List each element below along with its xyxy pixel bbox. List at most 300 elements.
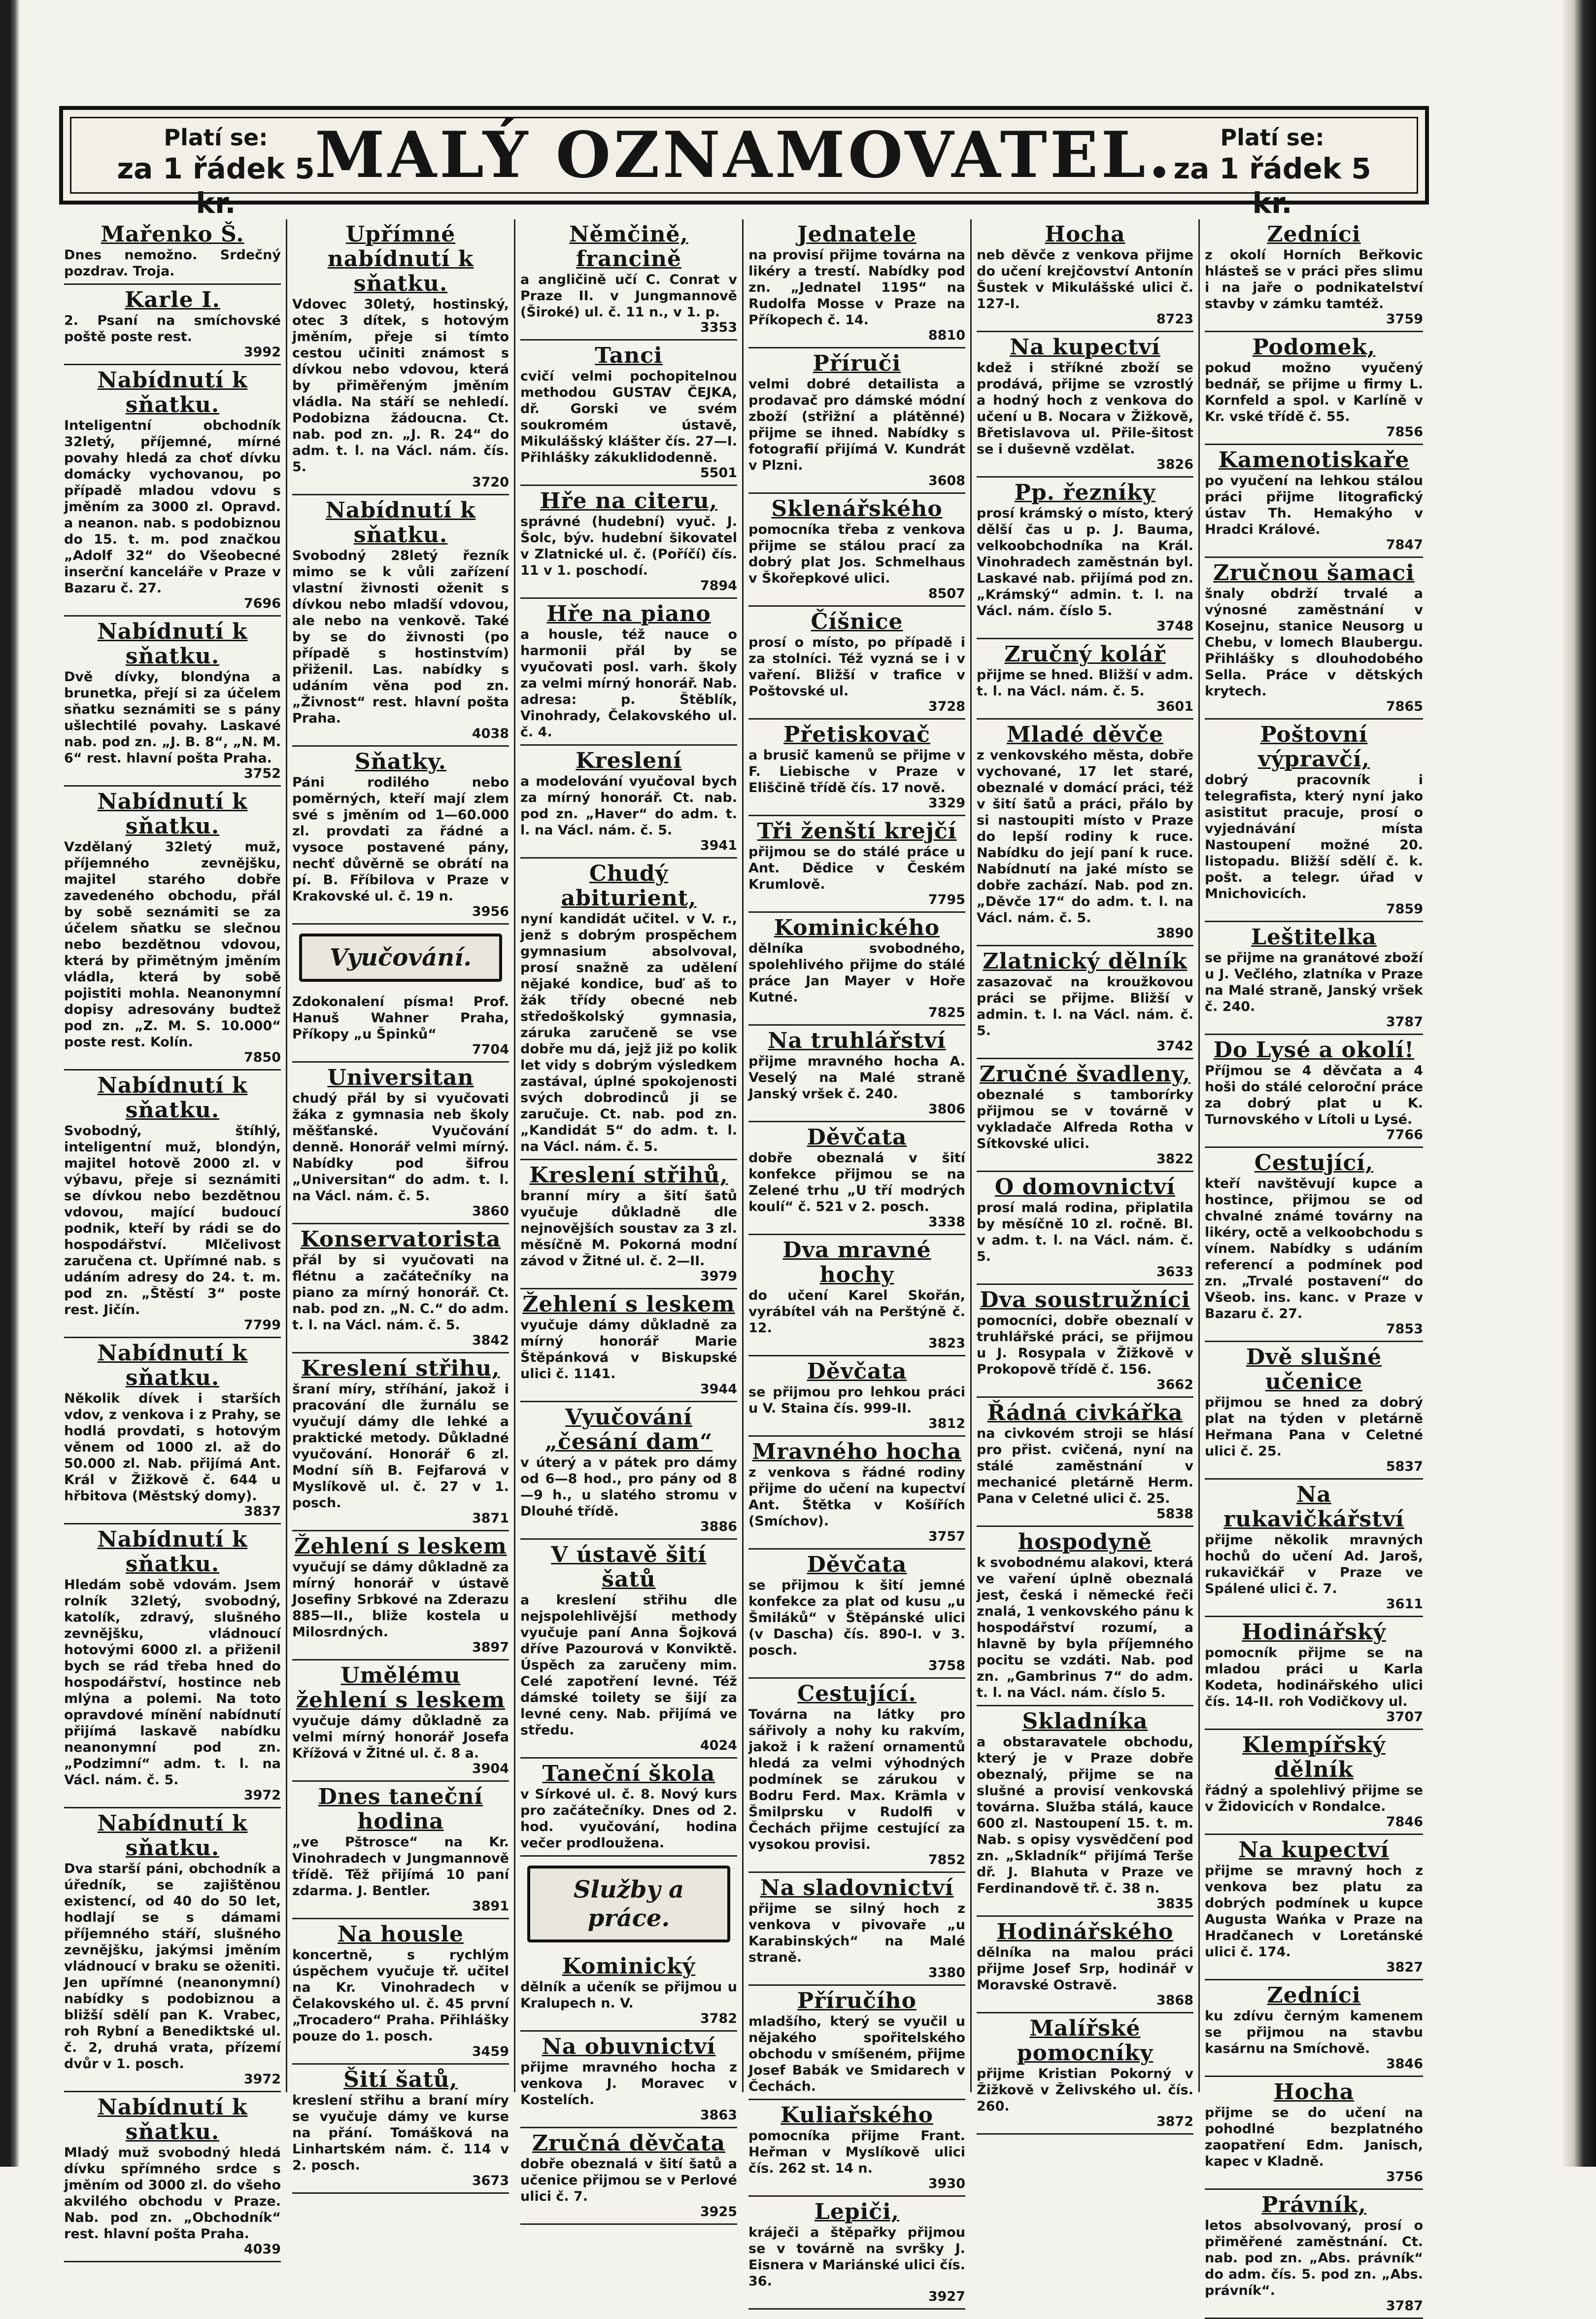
ad-heading: Malířské pomocníky bbox=[1017, 2016, 1154, 2066]
ad-number: 3835 bbox=[1156, 1896, 1193, 1911]
ad-heading: Nabídnutí k sňatku. bbox=[97, 1073, 248, 1123]
ad-number: 4039 bbox=[243, 2242, 281, 2257]
ad-text: a angličině učí C. Conrat v Praze II. v Jungmannově (Široké) ul. č. 11 n., v 1. p. bbox=[520, 272, 737, 320]
ad-number: 3891 bbox=[472, 1899, 509, 1914]
classified-ad bbox=[520, 1951, 737, 2032]
ad-heading: Zručnou šamaci bbox=[1213, 560, 1415, 586]
ad-text: Dnes nemožno. Srdečný pozdrav. Troja. bbox=[64, 247, 281, 279]
ad-text: letos absolvovaný, prosí o přiměřené zaměstnání. Ct. nab. pod zn. „Abs. právník“ do adm. čís. 5. pod zn. „Abs. právník“. bbox=[1205, 2218, 1423, 2298]
ad-number: 3756 bbox=[1386, 2169, 1423, 2184]
ad-heading: Děvčata bbox=[807, 1359, 907, 1384]
ad-text: Mladý muž svobodný hledá dívku spřímného srdce s jměním od 3000 zl. do všeho akvilého obchodu v Praze. Nab. pod zn. „Obchodník“ rest. hlavní pošta Praha. bbox=[64, 2145, 281, 2242]
ad-number: 3846 bbox=[1386, 2056, 1423, 2072]
classified-ad bbox=[977, 332, 1193, 478]
ad-number: 5837 bbox=[1386, 1459, 1423, 1474]
ad-number: 3979 bbox=[700, 1269, 737, 1284]
ad-heading: Na obuvnictví bbox=[542, 2034, 716, 2059]
classified-ad bbox=[977, 2013, 1193, 2135]
ad-text: pomocníka třeba z venkova přijme se stálou prací za dobrý plat Jos. Schmelhaus v Škořepkové ulici. bbox=[748, 522, 965, 586]
classified-ad bbox=[977, 1527, 1193, 1706]
ad-heading: Kominický bbox=[562, 1954, 696, 1979]
ad-number: 8810 bbox=[928, 328, 965, 343]
classified-ad bbox=[748, 494, 965, 607]
ad-heading: Na kupectví bbox=[1238, 1837, 1390, 1863]
ad-text: přijme několik mravných hochů do učení Ad. Jaroš, rukavičkář v Praze ve Spálené ulici č. 7. bbox=[1205, 1532, 1423, 1596]
classified-ad bbox=[748, 1873, 965, 1986]
ad-heading: Hocha bbox=[1045, 222, 1125, 247]
section-heading: Služby a práce. bbox=[527, 1866, 730, 1942]
ad-number: 3886 bbox=[700, 1519, 737, 1534]
ad-number: 3956 bbox=[472, 904, 509, 919]
ad-text: Dvě dívky, blondýna a brunetka, přejí si za účelem sňatku seznámiti se s pány ušlechtilé povahy. Laskavé nab. pod zn. „J. B. 8“, „N. M. 6“ rest. hlavní pošta Praha. bbox=[64, 669, 281, 766]
ad-number: 3707 bbox=[1386, 1709, 1423, 1725]
classified-ad bbox=[748, 1679, 965, 1873]
ad-number: 3748 bbox=[1156, 619, 1193, 634]
ad-text: dělníka svobodného, spolehlivého přijme do stálé práce Jan Mayer v Hoře Kutné. bbox=[748, 941, 965, 1005]
ad-heading: Universitan bbox=[327, 1065, 474, 1090]
ad-number: 3759 bbox=[1386, 312, 1423, 327]
ad-number: 3673 bbox=[472, 2173, 509, 2188]
ad-number: 3611 bbox=[1386, 1596, 1423, 1612]
price-note-right-line2: za 1 řádek 5 kr. bbox=[1173, 152, 1371, 220]
ad-number: 3927 bbox=[928, 2289, 965, 2304]
ad-heading: Němčině, francině bbox=[569, 222, 688, 272]
ad-heading: Dvě slušné učenice bbox=[1246, 1345, 1382, 1394]
ad-number: 7853 bbox=[1386, 1321, 1423, 1337]
classified-ad bbox=[64, 787, 281, 1071]
ad-text: obeznalé s tamborírky přijmou se v továrně v vykladače Alfreda Rotha v Sítkovské ulici. bbox=[977, 1087, 1193, 1151]
ad-number: 3992 bbox=[243, 345, 281, 360]
ad-heading: Kreslení střihu, bbox=[301, 1356, 500, 1381]
ad-text: dělníka na malou práci přijme Josef Srp, hodinář v Moravské Ostravě. bbox=[977, 1945, 1193, 1993]
ad-heading: Cestující. bbox=[797, 1681, 917, 1706]
ad-number: 7894 bbox=[700, 578, 737, 593]
ad-text: a kreslení střihu dle nejspolehlivější methody vyučuje paní Anna Šojková dříve Pazourová v Konviktě. Úspěch za zaručeny mim. Celé zapotření levné. Též dámské toilety se šijí za levné ceny. Nab. přijímá ve středu. bbox=[520, 1592, 737, 1738]
ad-number: 3752 bbox=[243, 766, 281, 781]
classified-ad bbox=[520, 1160, 737, 1289]
ad-text: velmi dobré detailista a prodavač pro dámské módní zboží (střižní a plátěnné) přijme se ihned. Nabídky s fotografií přijímá V. Kundrát v Plzni. bbox=[748, 377, 965, 473]
classified-ad bbox=[292, 219, 509, 495]
ad-text: Příjmou se 4 děvčata a 4 hoši do stálé celoroční práce za dobrý plat u K. Turnovského v Lítoli u Lysé. bbox=[1205, 1063, 1423, 1127]
classified-ad bbox=[64, 2092, 281, 2262]
classified-ad bbox=[977, 1917, 1193, 2013]
ad-number: 3329 bbox=[928, 796, 965, 811]
ad-number: 3897 bbox=[472, 1640, 509, 1655]
classified-ad bbox=[748, 607, 965, 720]
ad-heading: Jednatele bbox=[797, 222, 917, 247]
price-note-right-line1: Platí se: bbox=[1220, 124, 1324, 151]
ad-number: 7846 bbox=[1386, 1814, 1423, 1830]
ad-text: v úterý a v pátek pro dámy od 6—8 hod., pro pány od 8—9 h., u slatého stromu v Dlouhé třídě. bbox=[520, 1455, 737, 1519]
ad-heading: Klempířský dělník bbox=[1242, 1732, 1386, 1782]
ad-heading: Sklenářského bbox=[771, 496, 943, 521]
ad-heading: Skladníka bbox=[1022, 1709, 1148, 1734]
ad-text: prosí o místo, po případě i za stolníci. Též vyzná se i v vaření. Bližší v trafice v Poštovské ul. bbox=[748, 635, 965, 699]
ad-number: 3601 bbox=[1156, 699, 1193, 714]
ad-number: 7859 bbox=[1386, 901, 1423, 917]
classified-ad bbox=[292, 991, 509, 1063]
classified-ad bbox=[64, 1338, 281, 1524]
section-heading: Vyučování. bbox=[299, 934, 502, 982]
ad-text: Vdovec 30letý, hostinský, otec 3 dítek, s hotovým jměním, přeje si tímto cestou učiniti známost s dívkou nebo vdovou, která by přiměřeným jměním vládla. Na stáří se nehledí. Podobizna žádoucna. Ct. nab. pod zn. „J. R. 24“ do adm. t. l. na Václ. nám. čís. 5. bbox=[292, 297, 509, 475]
classified-ad bbox=[748, 1235, 965, 1356]
ad-text: dobře obeznalá v šití konfekce přijmou se na Zelené trhu „U tří modrých koulí“ č. 521 v 2. posch. bbox=[748, 1150, 965, 1214]
classified-ad bbox=[520, 1402, 737, 1540]
ad-text: přijme se do učení na pohodlné bezplatného zaopatření Edm. Janisch, kapec v Kladně. bbox=[1205, 2105, 1423, 2169]
ad-number: 3662 bbox=[1156, 1377, 1193, 1392]
ad-text: přijme mravného hocha z venkova J. Moravec v Kostelích. bbox=[520, 2060, 737, 2108]
ad-number: 3842 bbox=[472, 1333, 509, 1348]
ad-number: 3608 bbox=[928, 473, 965, 488]
ad-heading: Mladé děvče bbox=[1006, 722, 1164, 747]
ad-heading: Nabídnutí k sňatku. bbox=[97, 2095, 248, 2145]
classified-ad bbox=[748, 2100, 965, 2197]
classified-ad bbox=[1205, 332, 1423, 445]
ad-heading: Hodinářského bbox=[996, 1919, 1174, 1944]
ad-heading: Leštitelka bbox=[1251, 925, 1377, 950]
classified-ad bbox=[748, 1986, 965, 2100]
ad-text: z okolí Horních Beřkovic hlásteš se v práci přes slimu i na jaře o podnikatelství stavby v zámku tamtéž. bbox=[1205, 247, 1423, 312]
ad-number: 7856 bbox=[1386, 424, 1423, 440]
classified-ad bbox=[64, 1524, 281, 1808]
ad-heading: Podomek, bbox=[1252, 335, 1376, 360]
classified-ad bbox=[1205, 445, 1423, 558]
column-6 bbox=[1200, 219, 1428, 2314]
ad-heading: Nabídnutí k sňatku. bbox=[97, 1341, 248, 1390]
ad-text: přijme se silný hoch z venkova v pivovaře „u Karabinských“ na Malé straně. bbox=[748, 1901, 965, 1965]
ad-heading: Umělému žehlení s leskem bbox=[296, 1663, 506, 1713]
classified-ad bbox=[1205, 1835, 1423, 1980]
ad-number: 3890 bbox=[1156, 926, 1193, 941]
ad-heading: Kamenotiskaře bbox=[1218, 448, 1410, 473]
ad-number: 7850 bbox=[243, 1050, 281, 1065]
classified-ad bbox=[748, 913, 965, 1026]
ad-text: dobrý pracovník i telegrafista, který nyní jako asistitut pracuje, prosí o vyjednávání místa Nastoupení možné 20. listopadu. Bližší sdělí č. k. pošt. a telegr. úřad v Mnichovicích. bbox=[1205, 772, 1423, 901]
ad-text: Zdokonalení písma! Prof. Hanuš Wahner Praha, Příkopy „u Špinků“ bbox=[292, 994, 509, 1042]
ad-number: 3871 bbox=[472, 1511, 509, 1526]
ad-number: 3633 bbox=[1156, 1264, 1193, 1280]
ad-text: dělník a učeník se přijmou u Kralupech n. V. bbox=[520, 1979, 737, 2011]
ad-heading: Mařenko Š. bbox=[101, 222, 244, 247]
ad-text: Svobodný 28letý řezník mimo se k vůli zařízení vlastní živnosti oženit s dívkou nebo mladší vdovou, ale nebo na venkově. Také by se do živnosti (po případě s hostinstvím) přiženil. Las. nabídky s udáním věna pod zn. „Živnost“ rest. hlavní pošta Praha. bbox=[292, 548, 509, 726]
ad-number: 3742 bbox=[1156, 1038, 1193, 1054]
ad-text: na provisí přijme továrna na likéry a trestí. Nabídky pod zn. „Jednatel 1195“ na Rudolfa Mosse v Praze na Příkopech č. 14. bbox=[748, 247, 965, 328]
ad-heading: Kreslení střihů, bbox=[529, 1163, 728, 1188]
ad-heading: Číšnice bbox=[811, 609, 903, 634]
ad-text: pomocníci, dobře obeznalí v truhlářské práci, se přijmou u J. Rosypala v Žižkově v Prokopově třídě č. 156. bbox=[977, 1313, 1193, 1377]
ad-heading: Hře na piano bbox=[546, 601, 711, 626]
masthead bbox=[59, 106, 1429, 220]
ad-text: přijmou se hned za dobrý plat na týden v pletárně Heřmana Pana v Celetné ulici č. 25. bbox=[1205, 1395, 1423, 1459]
ad-number: 3941 bbox=[700, 838, 737, 853]
classified-ad bbox=[1205, 2077, 1423, 2190]
ad-text: kdež i stříkné zboží se prodává, přijme se vzrostlý a hodný hoch z venkova do učení u B. Nocara v Žižkově, Břetislavova ul. Přile-šitost se i duševně vzdělat. bbox=[977, 360, 1193, 457]
classified-ad bbox=[520, 2032, 737, 2128]
ad-heading: Na housle bbox=[338, 1922, 464, 1947]
ad-heading: Právník, bbox=[1261, 2192, 1366, 2217]
ad-number: 3353 bbox=[700, 320, 737, 335]
classified-ad bbox=[520, 1759, 737, 1857]
ad-text: ku zdívu černým kamenem se přijmou na stavbu kasárnu na Smíchově. bbox=[1205, 2008, 1423, 2056]
classified-ad bbox=[748, 720, 965, 816]
ad-heading: Zedníci bbox=[1267, 1983, 1361, 2008]
classified-ad bbox=[292, 1782, 509, 1919]
ad-number: 7847 bbox=[1386, 537, 1423, 553]
ad-number: 3720 bbox=[472, 475, 509, 490]
classified-ad bbox=[292, 1353, 509, 1531]
ad-number: 7852 bbox=[928, 1852, 965, 1868]
ad-text: Svobodný, štíhlý, inteligentní muž, blondýn, majitel hotově 2000 zl. v výbavu, přeje si seznámiti se dívkou nebo bezdětnou vdovou, mající budoucí podnik, kteří by rádi se do hospodářství. Mlčelivost zaručena ct. Upřímné nab. s udáním adresy do 24. t. m. pod zn. „Štěstí 3“ poste rest. Jičín. bbox=[64, 1123, 281, 1317]
classified-ad bbox=[292, 495, 509, 747]
ad-heading: Příruči bbox=[813, 351, 901, 376]
ad-text: Dva starší páni, obchodník a úředník, se zajištěnou existencí, od 40 do 50 let, hodlají se s dámami příjemného stáří, slušného zevnějšku, jakýmsi jměním vládnoucí v braku se oženiti. Jen upřímné (neanonymní) nabídky s podobiznou a bližší sdělí pan K. Vrabec, roh Rybní a Benediktské ul. č. 2, druhá vrata, přízemí dvůr v 1. posch. bbox=[64, 1861, 281, 2072]
ad-heading: Nabídnutí k sňatku. bbox=[97, 368, 248, 417]
ad-number: 3872 bbox=[1156, 2114, 1193, 2129]
ad-text: „ve Pštrosce“ na Kr. Vinohradech v Jungmannově třídě. Těž přijímá 10 paní zdarma. J. Bentler. bbox=[292, 1834, 509, 1899]
classified-ad bbox=[1205, 1148, 1423, 1342]
ad-heading: Žehlení s leskem bbox=[294, 1534, 507, 1559]
ad-number: 3787 bbox=[1386, 2298, 1423, 2314]
page-left-edge bbox=[0, 0, 20, 2167]
ad-text: Páni rodilého nebo poměrných, kteří mají zlem své s jměním od 1—60.000 zl. provdati za řádné a vysoce postavené pány, nechť důvěrně se obrátí na pí. B. Fříbilova v Praze v Krakovské ul. č. 19 n. bbox=[292, 775, 509, 904]
ad-heading: Mravného hocha bbox=[752, 1439, 962, 1464]
classified-ad bbox=[292, 1063, 509, 1224]
ad-heading: Hocha bbox=[1273, 2079, 1355, 2105]
ad-number: 3868 bbox=[1156, 1993, 1193, 2008]
classified-ad bbox=[292, 747, 509, 925]
ad-text: se přijme na granátové zboží u J. Večlého, zlatníka v Praze na Malé straně, Janský vršek č. 240. bbox=[1205, 950, 1423, 1014]
classified-ad bbox=[292, 1919, 509, 2065]
ad-heading: Zedníci bbox=[1267, 222, 1361, 247]
classified-ad bbox=[520, 599, 737, 746]
classified-ad bbox=[748, 1122, 965, 1235]
ad-number: 7704 bbox=[472, 1042, 509, 1057]
ad-text: na civkovém stroji se hlásí pro přist. cvičená, nyní na stálé zaměstnání v mechanicé pletárně Herm. Pana v Celetné ulici č. 25. bbox=[977, 1426, 1193, 1506]
ad-heading: Na kupectví bbox=[1010, 335, 1160, 360]
ad-number: 8723 bbox=[1156, 312, 1193, 327]
classified-ad bbox=[1205, 1035, 1423, 1148]
ad-text: a brusič kamenů se přijme v F. Liebische v Praze v Eliščině třídě čís. 17 nově. bbox=[748, 748, 965, 796]
ad-text: v Sírkové ul. č. 8. Nový kurs pro začátečníky. Dnes od 2. hod. vyučování, hodina večer prodloužena. bbox=[520, 1787, 737, 1851]
ad-number: 3782 bbox=[700, 2011, 737, 2026]
page-title: MALÝ OZNAMOVATEL. bbox=[315, 118, 1173, 192]
ad-text: a housle, též nauce o harmonii přál by se vyučovati posl. varh. školy za velmi mírný honorář. Nab. adresa: p. Štěblík, Vinohrady, Čelakovského ul. č. 4. bbox=[520, 627, 737, 740]
ad-number: 3863 bbox=[700, 2108, 737, 2123]
classified-ad bbox=[977, 1172, 1193, 1285]
ad-number: 3459 bbox=[472, 2044, 509, 2059]
ad-text: pomocník přijme se na mladou práci u Karla Kodeta, hodinářského ulici čís. 14-II. roh Vodičkovy ul. bbox=[1205, 1645, 1423, 1709]
ad-number: 3758 bbox=[928, 1658, 965, 1673]
ad-number: 3757 bbox=[928, 1529, 965, 1544]
ad-text: vyučuje dámy důkladně za mírný honorář Marie Štěpánková v Biskupské ulici č. 1141. bbox=[520, 1317, 737, 1382]
price-note-left-line1: Platí se: bbox=[164, 124, 268, 151]
classified-ad bbox=[1205, 219, 1423, 332]
ad-number: 7865 bbox=[1386, 699, 1423, 714]
ad-text: branní míry a šití šatů vyučuje důkladně dle nejnovějších soustav za 3 zl. měsíčně M. Pokorná modní závod v Žitné ul. č. 2—II. bbox=[520, 1188, 737, 1269]
ad-heading: Na truhlářství bbox=[768, 1028, 946, 1053]
ad-number: 3904 bbox=[472, 1761, 509, 1776]
classified-ad bbox=[977, 946, 1193, 1059]
ad-heading: Dva soustružníci bbox=[980, 1287, 1190, 1313]
classified-ad bbox=[1205, 1342, 1423, 1480]
classified-ad bbox=[748, 1356, 965, 1437]
ad-heading: Kreslení bbox=[576, 748, 682, 773]
classified-ad bbox=[977, 219, 1193, 332]
classified-ad bbox=[520, 859, 737, 1160]
classified-ad bbox=[748, 1550, 965, 1679]
ad-text: z venkovského města, dobře vychované, 17 let staré, obeznalé v domácí práci, též v šití šatů a práci, přálo by si nastoupiti místo v Praze do lepší rodiny k ruce. Nabídku do její paní k ruce. Nabídnutí na jaké místo se dobře zachází. Nab. pod zn. „Děvče 17“ do adm. t. l. na Václ. nám. č. 5. bbox=[977, 748, 1193, 926]
ad-heading: Do Lysé a okolí! bbox=[1213, 1038, 1415, 1063]
ad-heading: Lepiči, bbox=[814, 2199, 900, 2224]
ad-heading: Karle I. bbox=[125, 287, 220, 312]
ad-number: 4038 bbox=[472, 726, 509, 741]
ad-text: Několik dívek i starších vdov, z venkova i z Prahy, se hodlá provdati, s hotovým věnem od 1000 zl. až do 50.000 zl. Nab. přijímá Ant. Král v Žižkově č. 644 u hřbitova (Městský domy). bbox=[64, 1391, 281, 1504]
ad-heading: Dva mravné hochy bbox=[782, 1238, 931, 1287]
ad-text: šnaly obdrží trvalé a výnosné zaměstnání v Kosejnu, stanice Neusorg u Chebu, v lomech Blaubergu. Přihlášky s dlouhodobého Sella. Práce v dětských krytech. bbox=[1205, 586, 1423, 699]
ad-text: a modelování vyučoval bych za mírný honorář. Ct. nab. pod zn. „Haver“ do adm. t. l. na Václ. nám. č. 5. bbox=[520, 774, 737, 838]
ad-text: pokud možno vyučený bednář, se přijme u firmy L. Kornfeld a spol. v Karlíně v Kr. vské třídě č. 55. bbox=[1205, 360, 1423, 424]
ad-heading: V ústavě šití šatů bbox=[551, 1542, 707, 1592]
ad-heading: Kominického bbox=[774, 915, 940, 940]
classified-ad bbox=[977, 1285, 1193, 1398]
ad-number: 7696 bbox=[243, 596, 281, 611]
ad-number: 3823 bbox=[928, 1336, 965, 1351]
ad-text: do učení Karel Skořán, vyrábítel váh na Perštýně č. 12. bbox=[748, 1288, 965, 1336]
classified-ad bbox=[520, 746, 737, 859]
ad-heading: Kuliařského bbox=[781, 2103, 933, 2128]
classified-ad bbox=[748, 2197, 965, 2310]
ad-number: 3944 bbox=[700, 1382, 737, 1397]
ad-text: vyučují se dámy důkladně za mírný honorář v ústavě Josefiny Srbkové na Zderazu 885—II., bliže kostela u Milosrdných. bbox=[292, 1559, 509, 1640]
ad-text: se přijmou pro lehkou práci u V. Staina čís. 999-II. bbox=[748, 1384, 965, 1416]
ad-number: 7825 bbox=[928, 1005, 965, 1020]
ad-heading: Tanci bbox=[595, 343, 663, 368]
ad-heading: Děvčata bbox=[807, 1125, 907, 1150]
ad-text: dobře obeznalá v šití šatů a učenice přijmou se v Perlové ulici č. 7. bbox=[520, 2156, 737, 2204]
ad-text: přijme mravného hocha A. Veselý na Malé straně Janský vršek č. 240. bbox=[748, 1054, 965, 1102]
ad-text: 2. Psaní na smíchovské poště poste rest. bbox=[64, 313, 281, 345]
ad-text: neb děvče z venkova přijme do učení krejčovství Antonín Šustek v Mikulášské ulici č. 127-I. bbox=[977, 247, 1193, 312]
column-4 bbox=[744, 219, 972, 2304]
ad-text: mladšího, který se vyučil u nějakého spořitelského obchodu v smíšeném, přijme Josef Babák ve Smidarech v Čechách. bbox=[748, 2014, 965, 2094]
ad-text: kráječi a štěpařky přijmou se v továrně na svršky J. Eisnera v Mariánské ulici čís. 36. bbox=[748, 2225, 965, 2289]
classified-ad bbox=[292, 1531, 509, 1661]
ad-text: Továrna na látky pro sářivoly a nohy ku rakvím, jakož i k ražení ornamentů hledá za velmi výhodných podmínek se zárukou v Bodru Ferd. Max. Krämla v Šmilprsku v Rudolfi v Čechách přijme cestující za vysokou provisi. bbox=[748, 1707, 965, 1852]
ad-heading: Sňatky. bbox=[355, 749, 446, 774]
classified-ad bbox=[748, 1026, 965, 1122]
price-note-right bbox=[1169, 124, 1376, 220]
ad-heading: Zlatnický dělník bbox=[983, 949, 1188, 974]
ad-text: přijme se mravný hoch z venkova bez platu za dobrých podmínek u kupce Augusta Wańka v Praze na Hradčanech v Loretánské ulici č. 174. bbox=[1205, 1863, 1423, 1960]
ad-number: 5501 bbox=[700, 465, 737, 481]
ad-number: 3827 bbox=[1386, 1960, 1423, 1975]
page-right-edge bbox=[1562, 0, 1596, 2167]
classified-ad bbox=[64, 617, 281, 787]
classified-ad bbox=[64, 1808, 281, 2092]
classified-ad bbox=[520, 219, 737, 341]
ad-number: 3837 bbox=[243, 1504, 281, 1519]
ad-text: přál by si vyučovati na flétnu a začátečníky na piano za mírný honorář. Ct. nab. pod zn. „N. C.“ do adm. t. l. na Václ. nám. č. 5. bbox=[292, 1252, 509, 1333]
ad-text: nyní kandidát učitel. v V. r., jenž s dobrým prospěchem gymnasium absolvoval, prosí snažně za udělení nějaké kondice, buď aš to žák třídy obecné neb středoškolský gymnasia, záruka zaručeně se vse dobře mu dá, jejž již po kolik let vidy s dobrým výsledkem zastával, úplné spokojenosti svých dobrodinců ji se zaručuje. Ct. nab. pod zn. „Kandidát 5“ do adm. t. l. na Václ. nám. č. 5. bbox=[520, 911, 737, 1154]
column-3 bbox=[515, 219, 744, 2219]
ad-heading: Konservatorista bbox=[300, 1227, 501, 1252]
ad-text: přijme se hned. Bližší v adm. t. l. na Václ. nám. č. 5. bbox=[977, 667, 1193, 699]
ad-heading: Chudý abiturient, bbox=[561, 861, 697, 911]
ad-number: 8507 bbox=[928, 586, 965, 601]
price-note-left-line2: za 1 řádek 5 kr. bbox=[117, 152, 315, 220]
ad-heading: Upřímné nabídnutí k sňatku. bbox=[327, 222, 474, 296]
ad-number: 7795 bbox=[928, 892, 965, 907]
ad-heading: Tři ženští krejčí bbox=[757, 819, 957, 844]
ad-heading: Nabídnutí k sňatku. bbox=[325, 498, 476, 548]
ad-text: se přijmou k šití jemné konfekce za plat od kusu „u Šmiláků“ v Štěpánské ulici (v Dascha) čís. 890-I. v 3. posch. bbox=[748, 1578, 965, 1658]
ad-number: 3860 bbox=[472, 1204, 509, 1219]
ad-heading: Příručího bbox=[797, 1988, 917, 2013]
ad-text: z venkova s řádné rodiny přijme do učení na kupectví Ant. Štětka v Košířích (Smíchov). bbox=[748, 1465, 965, 1529]
ad-text: po vyučení na lehkou stálou práci přijme litografický ústav Th. Hemakýho v Hradci Králové. bbox=[1205, 473, 1423, 537]
ad-heading: O domovnictví bbox=[994, 1175, 1176, 1200]
ad-heading: Nabídnutí k sňatku. bbox=[97, 789, 248, 839]
classified-ad bbox=[520, 1289, 737, 1402]
ad-heading: Na sladovnictví bbox=[760, 1875, 954, 1901]
ad-number: 4024 bbox=[700, 1738, 737, 1753]
classified-ad bbox=[520, 1540, 737, 1759]
ad-heading: hospodyně bbox=[1018, 1529, 1152, 1555]
ad-heading: Vyučování „česání dam“ bbox=[544, 1405, 713, 1454]
ad-number: 3930 bbox=[928, 2176, 965, 2191]
classified-ad bbox=[1205, 1730, 1423, 1835]
ad-number: 3338 bbox=[928, 1214, 965, 1230]
ad-heading: Zručné švadleny, bbox=[979, 1062, 1191, 1087]
ad-number: 3826 bbox=[1156, 457, 1193, 472]
ad-heading: Pp. řezníky bbox=[1014, 480, 1156, 505]
ad-number: 3787 bbox=[1386, 1014, 1423, 1030]
classified-ad bbox=[292, 2065, 509, 2194]
classified-ad bbox=[1205, 2190, 1423, 2319]
ad-number: 3806 bbox=[928, 1102, 965, 1117]
column-2 bbox=[287, 219, 515, 2188]
ad-number: 3972 bbox=[243, 2072, 281, 2087]
classified-ad bbox=[977, 1398, 1193, 1527]
classified-ad bbox=[292, 1224, 509, 1353]
classified-ad bbox=[520, 486, 737, 599]
ad-heading: Nabídnutí k sňatku. bbox=[97, 1527, 248, 1577]
classified-ad bbox=[64, 219, 281, 285]
classified-ad bbox=[520, 2128, 737, 2225]
classified-ad bbox=[292, 1661, 509, 1782]
ad-heading: Dnes taneční hodina bbox=[318, 1784, 483, 1834]
ad-text: přijme Kristian Pokorný v Žižkově v Želivského ul. čís. 260. bbox=[977, 2066, 1193, 2114]
ad-number: 7799 bbox=[243, 1317, 281, 1333]
classified-ad bbox=[748, 816, 965, 913]
ad-number: 5838 bbox=[1156, 1506, 1193, 1522]
ad-heading: Hře na citeru, bbox=[540, 488, 718, 514]
ad-text: kreslení střihu a braní míry se vyučuje dámy ve kurse na přání. Tomášková na Linhartském nám. č. 114 v 2. posch. bbox=[292, 2093, 509, 2173]
ad-text: koncertně, s rychlým úspěchem vyučuje tř. učitel na Kr. Vinohradech v Čelakovského ul. č. 45 první „Trocadero“ Praha. Přihlášky pouze do 1. posch. bbox=[292, 1947, 509, 2044]
ad-text: zasazovač na kroužkovou práci se přijme. Bližší v admin. t. l. na Václ. nám. č. 5. bbox=[977, 974, 1193, 1038]
ad-text: kteří navštěvují kupce a hostince, přijmou se od chvalné známé továrny na likéry, octě a velkoobchodu s vínem. Nabídky s udáním referencí a podmínek pod zn. „Trvalé postavení“ do Všeob. ins. kanc. v Praze v Bazaru č. 27. bbox=[1205, 1176, 1423, 1321]
classified-ad bbox=[1205, 720, 1423, 922]
ad-text: řádný a spolehlivý přijme se v Židovicích v Rondalce. bbox=[1205, 1783, 1423, 1814]
classified-ad bbox=[64, 285, 281, 365]
ad-heading: Hodinářský bbox=[1242, 1620, 1386, 1645]
classified-ad bbox=[748, 219, 965, 348]
classified-ad bbox=[977, 1059, 1193, 1172]
classified-ad bbox=[1205, 1480, 1423, 1617]
ad-heading: Na rukavičkářství bbox=[1223, 1482, 1404, 1532]
ad-heading: Děvčata bbox=[807, 1552, 907, 1577]
ad-number: 3822 bbox=[1156, 1151, 1193, 1167]
